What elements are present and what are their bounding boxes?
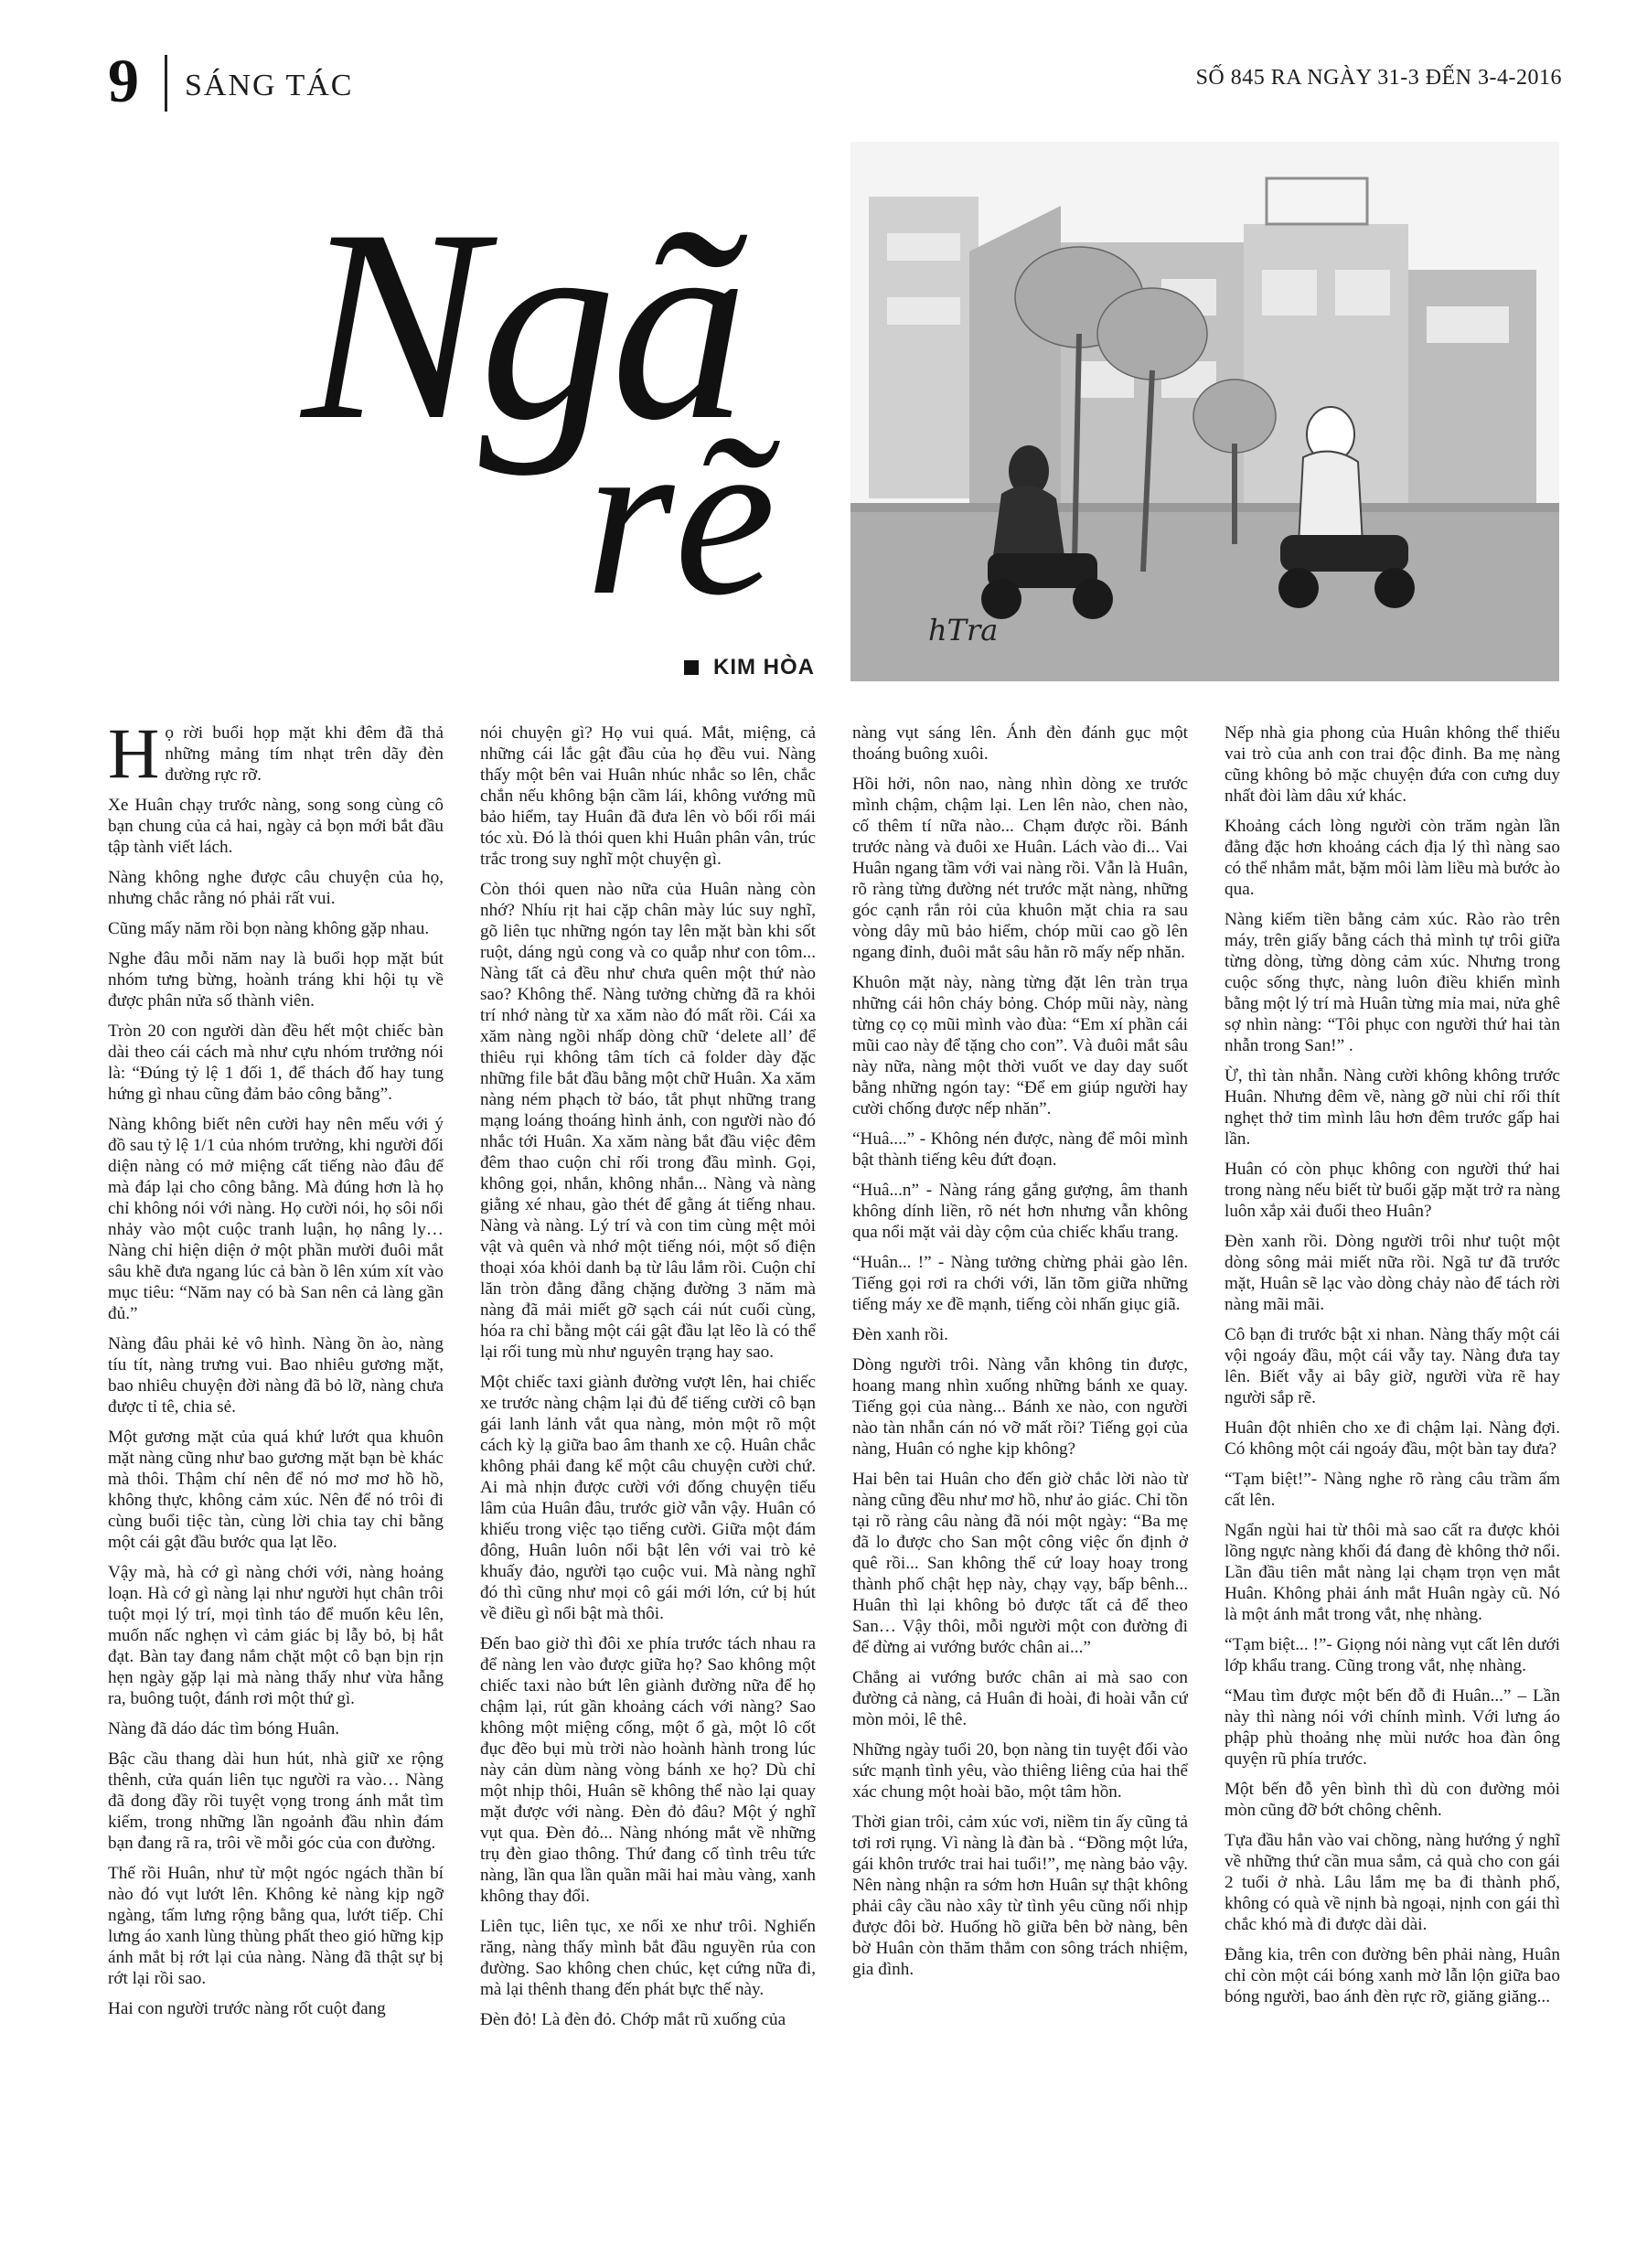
paragraph: [108, 1562, 444, 1709]
paragraph-text: Chẳng ai vướng bước chân ai mà sao con đường cả nàng, cả Huân đi hoài, đi hoài vẫn cứ mòn mỏi, lê thê.: [852, 1668, 1188, 1729]
paragraph: [480, 1372, 816, 1624]
paragraph: [1225, 1520, 1560, 1625]
paragraph-text: Đến bao giờ thì đôi xe phía trước tách nhau ra để nàng len vào được giữa họ? Sao không một chiếc taxi nào bứt lên giành đường nữa để họ chậm lại, rút gần khoảng cách với nàng? Sao không một miệng cống, một ổ gà, một lô cốt đục đẽo bụi mù trời nào hoành hành trong lúc này cản dùm nàng vòng bánh xe họ? Dù chỉ một nhịp thôi, Huân sẽ không thể nào lại quay mặt được với nàng. Đèn đỏ đâu? Một ý nghĩ vụt qua. Đèn đỏ... Nàng nhóng mắt về những trụ đèn giao thông. Thứ đang cố tình trêu tức nàng, lần qua lần quần mãi hai màu vàng, xanh không thay đổi.: [480, 1634, 816, 1906]
paragraph: [108, 722, 444, 793]
paragraph: [108, 1333, 444, 1418]
paragraph-text: Khuôn mặt này, nàng từng đặt lên tràn trụa những cái hôn cháy bỏng. Chóp mũi này, nàng từng cọ cọ mũi mình vào đùa: “Em xí phần cái mũi cao này để tặng cho con”. Và đuôi mắt sâu này nữa, nàng một thời vuốt ve day day suốt bằng những ngón tay: “Để em giúp người hay cười chống được nếp nhăn”.: [852, 973, 1188, 1118]
curb: [850, 503, 1559, 512]
paragraph: [1225, 722, 1560, 807]
paragraph: [1225, 1469, 1560, 1511]
paragraph: [1225, 1324, 1560, 1408]
paragraph: [108, 948, 444, 1011]
paragraph: [852, 1252, 1188, 1315]
paragraph-text: Đèn đỏ! Là đèn đỏ. Chớp mắt rũ xuống của: [480, 2010, 786, 2029]
paragraph-text: nói chuyện gì? Họ vui quá. Mắt, miệng, cả những cái lắc gật đầu của họ đều vui. Nàng thấy một bên vai Huân nhúc nhắc so lên, chắc chắn nếu không bận cầm lái, không vướng mũ bảo hiểm, tay Huân đã đưa lên vò bối rối mái tóc xù. Đó là thói quen khi Huân phân vân, trúc trắc trong suy nghĩ một chuyện gì.: [480, 723, 816, 869]
paragraph: [108, 918, 444, 939]
paragraph-text: nàng vụt sáng lên. Ánh đèn đánh gục một thoáng buông xuôi.: [852, 723, 1188, 764]
paragraph: [1225, 1159, 1560, 1222]
paragraph-text: Tựa đầu hẳn vào vai chồng, nàng hướng ý nghĩ về những thứ cần mua sắm, cả quà cho con gái 2 tuổi ở nhà. Lâu lắm mẹ ba đi thành phố, không có quà về nịnh bà ngoại, nịnh con gái thì chắc khó mà đi được dài dài.: [1225, 1831, 1560, 1934]
illustration: [850, 142, 1559, 681]
paragraph-text: Tròn 20 con người dàn đều hết một chiếc bàn dài theo cái cách mà như cựu nhóm trưởng nói là: “Đúng tỷ lệ 1 đối 1, để thách đố hay tung hứng gì nhau cũng đảm bảo công bằng”.: [108, 1022, 444, 1104]
paragraph-text: Cũng mấy năm rồi bọn nàng không gặp nhau.: [108, 919, 430, 938]
paragraph: [108, 1749, 444, 1854]
paragraph-text: Huân đột nhiên cho xe đi chậm lại. Nàng đợi. Có không một cái ngoáy đầu, một bàn tay đưa?: [1225, 1418, 1560, 1459]
page-number: 9: [108, 46, 139, 115]
paragraph: [480, 722, 816, 870]
paragraph-text: Một chiếc taxi giành đường vượt lên, hai chiếc xe trước nàng chậm lại đủ để tiếng cười cô bạn gái lanh lảnh vắt qua nàng, mỏn một rõ một cách kỳ lạ giữa bao âm thanh xe cộ. Huân chắc không phải đang kể một câu chuyện cười chứ. Ai mà nhịn được cười với đống chuyện tiếu lâm của Huân đâu, trước giờ vẫn vậy. Huân có khiếu trong việc tạo tiếng cười. Giữa một đám đông, Huân luôn nổi bật lên với vai trò kẻ khuấy đảo, người tạo cuộc vui. Mà nàng nghĩ đó thì cũng như mọi cô gái mới lớn, cứ bị hút về điều gì nổi bật mà thôi.: [480, 1373, 816, 1623]
paragraph-text: “Huâ....” - Không nén được, nàng để môi mình bật thành tiếng kêu đứt đoạn.: [852, 1129, 1188, 1170]
paragraph-text: Đằng kia, trên con đường bên phải nàng, Huân chỉ còn một cái bóng xanh mờ lẫn lộn giữa bao bóng người, bao ánh đèn rực rỡ, giăng giăng...: [1225, 1945, 1560, 2006]
paragraph: [1225, 816, 1560, 900]
paragraph-text: Nàng không nghe được câu chuyện của họ, nhưng chắc rằng nó phải rất vui.: [108, 868, 444, 908]
paragraph: [480, 879, 816, 1363]
paragraph-text: Vậy mà, hà cớ gì nàng chới với, nàng hoảng loạn. Hà cớ gì nàng lại như người hụt chân trôi tuột mọi lý trí, mọi tình táo để muốn kêu lên, muốn nấc nghẹn vì cảm giác bị lẫy bỏ, bị hắt đạt. Bàn tay đang nắm chặt một cô bạn bịn rịn hẹn ngày gặp lại mà nàng thấy như vừa hẫng ra, buông tuột, đánh rơi một thứ gì.: [108, 1563, 444, 1708]
paragraph: [1225, 1634, 1560, 1676]
paragraph: [1225, 1231, 1560, 1315]
author-byline: [684, 655, 815, 680]
paragraph-text: Nghe đâu mỗi năm nay là buổi họp mặt bút nhóm tưng bừng, hoành tráng khi hội tụ về được phân nửa số thành viên.: [108, 949, 444, 1011]
paragraph-text: Hồi hởi, nôn nao, nàng nhìn dòng xe trước mình chậm, chậm lại. Len lên nào, chen nào, cố thêm tí nữa nào... Chạm được rồi. Bánh trước nàng và đuôi xe Huân. Lách vào đi... Vai Huân ngang tầm với vai nàng rồi. Vẫn là Huân, rõ ràng từng đường nét trước mặt nàng, những góc cạnh rắn rỏi của khuôn mặt chia ra sau vòng dây mũ bảo hiểm, chóp mũi cao gồ lên ngang đỉnh, đuôi mắt sâu hằn rõ mấy nếp nhăn.: [852, 775, 1188, 962]
paragraph-text: Bậc cầu thang dài hun hút, nhà giữ xe rộng thênh, cửa quán liên tục người ra vào… Nàng đã đong đầy rồi tuyệt vọng trong ánh mắt tìm kiếm, trong những lần ngoảnh đầu nhìn đám bạn đang rã ra, trôi về mỗi góc của con đường.: [108, 1749, 444, 1853]
paragraph-text: “Huâ...n” - Nàng ráng gắng gượng, âm thanh không dính liền, rõ nét hơn nhưng vẫn không qua nổi mặt vải dày cộm của chiếc khẩu trang.: [852, 1181, 1188, 1242]
paragraph: [852, 774, 1188, 963]
paragraph: [1225, 1685, 1560, 1770]
paragraph-text: Nàng kiếm tiền bằng cảm xúc. Rào rào trên máy, trên giấy bằng cách thả mình tự trôi giữa từng dòng, từng dòng cảm xúc. Nhưng trong cuộc sống thực, nàng luôn điều khiển mình bằng một lý trí mà Huân từng mỉa mai, nửa ghê sợ nhìn nàng: “Tôi phục con người thứ hai tàn nhẫn trong San!” .: [1225, 910, 1560, 1055]
paragraph: [852, 1129, 1188, 1171]
paragraph-text: Nàng đâu phải kẻ vô hình. Nàng ồn ào, nàng tíu tít, nàng trưng vui. Bao nhiêu gương mặt, bao nhiêu chuyện đời nàng đã bỏ lỡ, nàng chưa được tỉ tê, chia sẻ.: [108, 1334, 444, 1417]
paragraph-text: Thời gian trôi, cảm xúc vơi, niềm tin ấy cũng tả tơi rơi rụng. Vì nàng là đàn bà . “Đồng một lứa, gái khôn trước trai hai tuổi!”, mẹ nàng bảo vậy. Nên nàng nhận ra sớm hơn Huân sự thật không phải cây cầu nào xây từ tình yêu cũng nối nhịp được đôi bờ. Huống hồ giữa bên bờ nàng, bên bờ Huân còn thăm thẳm con sông trách nhiệm, gia đình.: [852, 1813, 1188, 1979]
paragraph: [1225, 1779, 1560, 1821]
article-title-line2: rẽ: [585, 390, 776, 643]
paragraph-text: Xe Huân chạy trước nàng, song song cùng cô bạn chung của cả hai, ngày cả bọn mới bắt đầu tập tành viết lách.: [108, 796, 444, 857]
paragraph: [852, 1667, 1188, 1730]
paragraph-text: Đèn xanh rồi.: [852, 1325, 948, 1344]
paragraph: [108, 1863, 444, 1989]
paragraph-text: Hai con người trước nàng rốt cuột đang: [108, 1999, 386, 2018]
paragraph: [108, 795, 444, 858]
paragraph-text: Một gương mặt của quá khứ lướt qua khuôn mặt nàng cũng như bao gương mặt bạn bè khác mà thôi. Thậm chí nên để nó mơ mơ hồ hồ, không thực, không cảm xúc. Nên để nó trôi đi cùng buổi tiệc tàn, cùng lời chia tay chỉ bằng một cái gật đầu bước qua lạt lẽo.: [108, 1428, 444, 1552]
drop-cap: H: [108, 722, 160, 793]
paragraph-text: “Huân... !” - Nàng tưởng chừng phải gào lên. Tiếng gọi rơi ra chới với, lăn tõm giữa những tiếng máy xe đề mạnh, tiếng còi nhấn giục giã.: [852, 1253, 1188, 1314]
paragraph: [108, 1718, 444, 1739]
paragraph-text: Dòng người trôi. Nàng vẫn không tin được, hoang mang nhìn xuống những bánh xe quay. Tiếng gọi của nàng... Bánh xe nào, con người nào tàn nhẫn cán nó vỡ mất rồi? Tiếng gọi của nàng, Huân có nghe kịp không?: [852, 1355, 1188, 1459]
paragraph: [108, 1114, 444, 1324]
page-header: [108, 44, 1562, 117]
paragraph-text: Những ngày tuổi 20, bọn nàng tin tuyệt đối vào sức mạnh tình yêu, vào thiêng liêng của hai thể xác chung một hoài bão, một tâm hồn.: [852, 1740, 1188, 1802]
header-divider: [165, 55, 167, 112]
paragraph-text: “Tạm biệt... !”- Giọng nói nàng vụt cất lên dưới lớp khẩu trang. Cũng trong vắt, nhẹ nhàng.: [1225, 1635, 1560, 1675]
paragraph-text: Một bến đỗ yên bình thì dù con đường mỏi mòn cũng đỡ bớt chông chênh.: [1225, 1780, 1560, 1820]
article-body: [108, 722, 1560, 2241]
paragraph-text: Đèn xanh rồi. Dòng người trôi như tuột một dòng sông mải miết nữa rồi. Ngã tư đã trước mặt, Huân sẽ lạc vào dòng chảy nào để tách rời nàng mãi mãi.: [1225, 1232, 1560, 1314]
paragraph: [852, 972, 1188, 1119]
column-4: [1225, 722, 1560, 2241]
paragraph-text: Nếp nhà gia phong của Huân không thể thiếu vai trò của anh con trai độc đinh. Ba mẹ nàng cũng không bỏ mặc chuyện đứa con cưng duy nhất đòi làm dâu xứ khác.: [1225, 723, 1560, 806]
paragraph: [1225, 1065, 1560, 1150]
article-title-line1: Ngã: [302, 173, 743, 476]
paragraph: [852, 1180, 1188, 1243]
paragraph-text: Thế rồi Huân, như từ một ngóc ngách thần bí nào đó vụt lướt lên. Không kẻ nàng kịp ngỡ ngàng, tấm lưng rộng bằng qua, lướt tiếp. Chỉ lưng áo xanh lùng thùng phất theo gió hững kịp ánh mắt bị rớt lại của nàng. Nàng đã thật sự bị rớt lại rồi sao.: [108, 1864, 444, 1988]
paragraph: [1225, 1418, 1560, 1460]
illustrator-signature: hTra: [928, 613, 999, 647]
section-title: SÁNG TÁC: [185, 69, 354, 102]
column-1: [108, 722, 444, 2241]
paragraph-text: “Tạm biệt!”- Nàng nghe rõ ràng câu trầm ấm cất lên.: [1225, 1470, 1560, 1510]
paragraph: [1225, 1944, 1560, 2007]
street: [850, 508, 1559, 681]
paragraph: [480, 2009, 816, 2030]
paragraph: [852, 1354, 1188, 1460]
paragraph-text: Ừ, thì tàn nhẫn. Nàng cười không không trước Huân. Nhưng đêm về, nàng gỡ nùi chỉ rối thít nghẹt thở tim mình lâu hơn đêm trước gấp hai lần.: [1225, 1066, 1560, 1149]
paragraph-text: Cô bạn đi trước bật xi nhan. Nàng thấy một cái vội ngoáy đầu, một cái vẫy tay. Nàng đưa tay lên. Biết vẫy ai bây giờ, người vừa rẽ hay người sắp rẽ.: [1225, 1325, 1560, 1407]
paragraph-text: Nàng không biết nên cười hay nên mếu với ý đồ sau tỷ lệ 1/1 của nhóm trưởng, khi người đối diện nàng có mở miệng cất tiếng nào đâu để mà đáp lại cho công bằng. Mà đúng hơn là họ chỉ không nói với nàng. Họ cười nói, họ sôi nổi nhảy vào một cuộc tranh luận, họ nâng ly… Nàng chỉ hiện diện ở một phần mười đuôi mắt sâu khẽ đưa ngang lúc cả bàn ồ lên xúm xít vào mục tiêu: “Năm nay có bà San nên cả làng gần đủ.”: [108, 1115, 444, 1323]
issue-info: SỐ 845 RA NGÀY 31-3 ĐẾN 3-4-2016: [1195, 66, 1562, 90]
paragraph: [480, 1916, 816, 2000]
paragraph: [1225, 1830, 1560, 1935]
paragraph: [852, 1739, 1188, 1803]
paragraph: [480, 1633, 816, 1907]
paragraph: [108, 1021, 444, 1105]
paragraph: [108, 1998, 444, 2019]
paragraph-text: Ngẩn ngùi hai từ thôi mà sao cất ra được khỏi lồng ngực nàng khối đá đang đè không thở nổi. Lần đầu tiên mắt nàng lại chạm trọn vẹn mắt Huân. Không phải ánh mắt Huân ngày cũ. Nó là một ánh mắt trong vắt, nhẹ nhàng.: [1225, 1521, 1560, 1624]
paragraph: [852, 722, 1188, 765]
paragraph: [108, 867, 444, 909]
paragraph-text: Liên tục, liên tục, xe nối xe như trôi. Nghiến răng, nàng thấy mình bắt đầu nguyền rủa con đường. Sao không chen chúc, kẹt cứng nữa đi, mà lại thênh thang đến phát bực thế này.: [480, 1917, 816, 1999]
paragraph-text: “Mau tìm được một bến đỗ đi Huân...” – Lần này thì nàng nói với chính mình. Với lưng áo phập phù thoảng nhẹ mùi nước hoa đàn ông quyện rũ phía trước.: [1225, 1686, 1560, 1769]
street-scene-illustration: [850, 142, 1559, 681]
paragraph-text: Huân có còn phục không con người thứ hai trong nàng nếu biết từ buổi gặp mặt trở ra nàng luôn xắp xải đuổi theo Huân?: [1225, 1160, 1560, 1221]
paragraph: [852, 1469, 1188, 1658]
paragraph-text: Nàng đã dáo dác tìm bóng Huân.: [108, 1719, 340, 1738]
bullet-square-icon: [684, 660, 699, 675]
column-2: [480, 722, 816, 2241]
paragraph-text: Khoảng cách lòng người còn trăm ngàn lần đằng đặc hơn khoảng cách địa lý thì nàng sao có thể nhắm mắt, bặm môi làm liều mà bước ào qua.: [1225, 817, 1560, 899]
paragraph-text: Hai bên tai Huân cho đến giờ chắc lời nào từ nàng cũng đều như mơ hồ, như ảo giác. Chỉ tồn tại rõ ràng câu nàng đã nói một ngày: “Ba mẹ đã lo được cho San một công việc ổn định ở quê rồi... San không thể cứ loay hoay trong thành phố chật hẹp này, chạy vạy, bấp bênh... Huân thì lại không bỏ được tất cả để theo San… Vậy thôi, mỗi người một con đường đi để đừng ai vướng bước chân ai...”: [852, 1470, 1188, 1657]
paragraph-text: ọ rời buổi họp mặt khi đêm đã thả những mảng tím nhạt trên dãy đèn đường rực rỡ.: [165, 723, 444, 785]
author-name: KIM HÒA: [713, 655, 815, 679]
paragraph: [108, 1427, 444, 1553]
paragraph: [1225, 909, 1560, 1056]
paragraph: [852, 1324, 1188, 1345]
column-3: [852, 722, 1188, 2241]
paragraph-text: Còn thói quen nào nữa của Huân nàng còn nhớ? Nhíu rịt hai cặp chân mày lúc suy nghĩ, gõ liên tục những ngón tay lên mặt bàn khi sốt ruột, dáng ngủ cong và co quắp như con tôm... Nàng tất cả đều như chưa quên một thứ nào sao? Không thể. Nàng tưởng chừng đã ra khỏi trí nhớ nàng từ xa xăm nào đó mất rồi. Cái xa xăm nàng ngồi nhấp dòng chữ ‘delete all’ để thiêu rụi không tâm tích cả folder dày đặc những file bắt đầu bằng một chữ Huân. Xa xăm nàng ném phạch tờ báo, tắt phụt những trang mạng loáng thoáng hình ảnh, con người nào đó nhắc tới Huân. Xa xăm nàng bắt đầu việc đêm đêm thao cuộn chỉ rối trong đầu mình. Gọi, không gọi, nhắn, không nhắn... Nàng và nàng giằng xé nhau, gào thét để gằng át tiếng nhau. Nàng và nàng. Lý trí và con tim cùng mệt mỏi vật và quên và nhớ một tiếng nói, một số điện thoại xóa khỏi danh bạ từ lâu lắm rồi. Cuộn chỉ lăn tròn đằng đẵng chặng đường 3 năm mà nàng đã mải miết gỡ sạch cái nút cuối cùng, hóa ra chỉ bằng một cái gật đầu lạt lẽo là có thể lại rối tung mù như nguyên trạng hay sao.: [480, 880, 816, 1362]
paragraph: [852, 1812, 1188, 1980]
